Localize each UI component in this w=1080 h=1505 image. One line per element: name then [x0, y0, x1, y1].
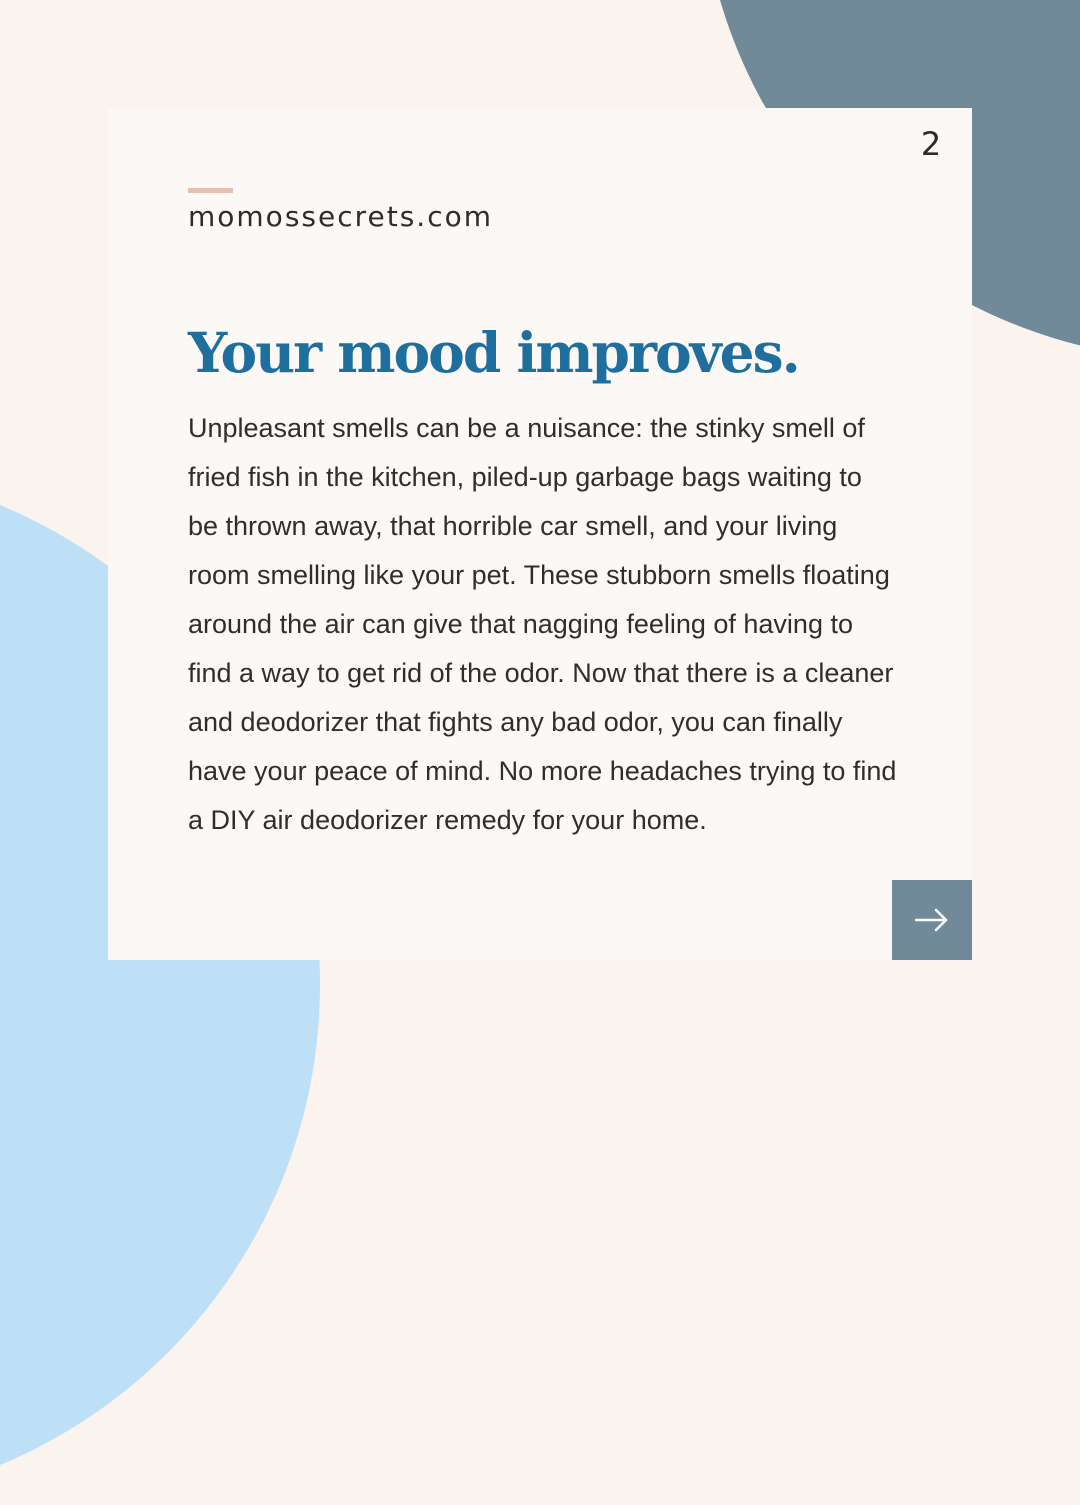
page-number: 2	[920, 125, 942, 163]
content-card	[108, 108, 972, 960]
page-title: Your mood improves.	[188, 320, 799, 385]
next-slide-button[interactable]	[892, 880, 972, 960]
arrow-right-icon	[915, 908, 949, 932]
site-name: momossecrets.com	[188, 200, 493, 233]
body-paragraph: Unpleasant smells can be a nuisance: the stinky smell of fried fish in the kitchen, piled-up garbage bags waiting to be thrown away, that horrible car smell, and your living room smelling like your pet. These stubborn smells floating around the air can give that nagging feeling of having to find a way to get rid of the odor. Now that there is a cleaner and deodorizer that fights any bad odor, you can finally have your peace of mind. No more headaches trying to find a DIY air deodorizer remedy for your home.	[188, 413, 897, 835]
accent-bar	[188, 188, 233, 193]
